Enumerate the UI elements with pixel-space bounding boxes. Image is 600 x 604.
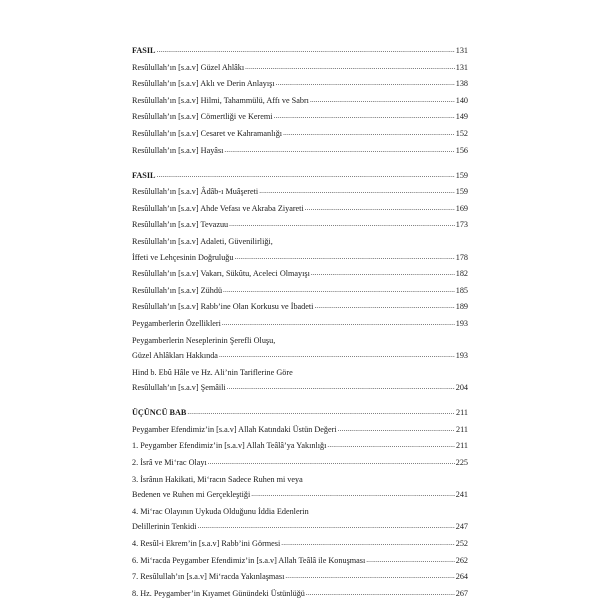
toc-entry-title: Delillerinin Tenkidi (132, 522, 197, 532)
leader-dots (245, 61, 455, 73)
toc-entry (132, 424, 468, 436)
toc-page-number: 185 (455, 285, 468, 295)
leader-dots (311, 267, 455, 279)
toc-entry (132, 318, 468, 330)
toc-entry (132, 301, 468, 313)
toc-entry (132, 62, 468, 74)
toc-heading (132, 170, 468, 182)
toc-heading-title: FASIL (132, 46, 156, 55)
toc-heading-title: FASIL (132, 170, 156, 180)
toc-page-number: 264 (455, 572, 468, 582)
leader-dots (274, 110, 455, 122)
toc-entry (132, 521, 468, 533)
leader-dots (234, 251, 454, 263)
toc-page-number: 159 (455, 170, 468, 180)
toc-page-number: 204 (455, 383, 468, 393)
leader-dots (283, 127, 455, 139)
leader-dots (229, 218, 455, 230)
toc-page-number: 131 (455, 62, 468, 72)
toc-entry (132, 538, 468, 550)
toc-page-number: 169 (455, 203, 468, 213)
toc-entry (132, 186, 468, 198)
leader-dots (219, 349, 455, 361)
leader-dots (223, 284, 455, 296)
toc-section-fasil-1 (132, 45, 468, 157)
toc-entry (132, 285, 468, 297)
toc-entry (132, 111, 468, 123)
toc-entry-title: Resûlullah’ın [s.a.v] Ahde Vefası ve Akraba Ziyareti (132, 203, 304, 213)
table-of-contents (132, 45, 468, 604)
toc-entry-title: Resûlullah’ın [s.a.v] Vakarı, Sükûtu, Aceleci Olmayışı (132, 269, 310, 279)
toc-entry-title: 1. Peygamber Efendimiz’in [s.a.v] Allah Teâlâ’ya Yakınlığı (132, 441, 327, 451)
toc-entry-title: Resûlullah’ın [s.a.v] Cömertliği ve Keremi (132, 112, 273, 122)
toc-entry (132, 440, 468, 452)
leader-dots (222, 317, 455, 329)
toc-entry-first-line: Peygamberlerin Neseplerinin Şerefli Oluşu, (132, 335, 276, 345)
toc-page-number: 211 (456, 424, 468, 434)
toc-page-number: 140 (455, 95, 468, 105)
toc-page-number: 152 (455, 128, 468, 138)
toc-page-number: 262 (455, 555, 468, 565)
toc-page-number: 267 (455, 588, 468, 598)
toc-entry-title: 2. İsrâ ve Mi‘rac Olayı (132, 458, 207, 468)
leader-dots (314, 300, 454, 312)
toc-heading (132, 407, 468, 419)
toc-entry (132, 382, 468, 394)
leader-dots (305, 202, 455, 214)
leader-dots (306, 587, 455, 599)
toc-entry-title: Resûlullah’ın [s.a.v] Hayâsı (132, 145, 224, 155)
leader-dots (366, 554, 454, 566)
leader-dots (157, 169, 455, 181)
toc-entry-title: 8. Hz. Peygamber’in Kıyamet Günündeki Üstünlüğü (132, 588, 305, 598)
toc-page-number: 149 (455, 112, 468, 122)
leader-dots (276, 77, 455, 89)
leader-dots (208, 456, 455, 468)
toc-page-number: 211 (456, 408, 468, 418)
toc-page-number: 159 (455, 187, 468, 197)
leader-dots (338, 423, 455, 435)
toc-entry (132, 457, 468, 469)
toc-page-number: 131 (455, 46, 468, 55)
leader-dots (227, 381, 455, 393)
toc-entry-title: 7. Resûlullah’ın [s.a.v] Mi‘racda Yakınlaşması (132, 572, 285, 582)
toc-entry (132, 489, 468, 501)
toc-page-number: 252 (455, 539, 468, 549)
toc-entry (132, 571, 468, 583)
leader-dots (281, 537, 454, 549)
toc-entry-first-line: 4. Mi‘rac Olayının Uykuda Olduğunu İddia Edenlerin (132, 506, 309, 516)
toc-entry (132, 555, 468, 567)
toc-page-number: 247 (455, 522, 468, 532)
toc-page-number: 178 (455, 252, 468, 262)
leader-dots (198, 520, 455, 532)
toc-entry-title: İffeti ve Lehçesinin Doğruluğu (132, 252, 234, 262)
toc-entry (132, 588, 468, 600)
toc-entry (132, 128, 468, 140)
toc-page-number: 173 (455, 220, 468, 230)
toc-entry-title: 4. Resûl-i Ekrem’in [s.a.v] Rabb’ini Görmesi (132, 539, 281, 549)
toc-page-number: 241 (455, 490, 468, 500)
toc-page-number: 193 (455, 318, 468, 328)
toc-page-number: 156 (455, 145, 468, 155)
toc-entry (132, 145, 468, 157)
toc-entry-title: Peygamberlerin Özellikleri (132, 318, 221, 328)
toc-entry (132, 252, 468, 264)
toc-entry-title: Resûlullah’ın [s.a.v] Hilmi, Tahammülü, Affı ve Sabrı (132, 95, 309, 105)
toc-heading (132, 45, 468, 57)
toc-entry (132, 268, 468, 280)
toc-heading-title: ÜÇÜNCÜ BAB (132, 408, 187, 418)
toc-entry (132, 78, 468, 90)
toc-entry (132, 203, 468, 215)
toc-page-number: 182 (455, 269, 468, 279)
toc-entry-title: Resûlullah’ın [s.a.v] Cesaret ve Kahramanlığı (132, 128, 283, 138)
toc-entry (132, 219, 468, 231)
toc-page-number: 189 (455, 302, 468, 312)
leader-dots (310, 94, 455, 106)
toc-entry-title: Bedenen ve Ruhen mi Gerçekleştiği (132, 490, 251, 500)
leader-dots (285, 570, 454, 582)
toc-entry-first-line: Resûlullah’ın [s.a.v] Adaleti, Güvenilirliği, (132, 236, 273, 246)
toc-page-number: 225 (455, 458, 468, 468)
toc-section-ucuncu-bab (132, 407, 468, 600)
leader-dots (187, 406, 455, 418)
leader-dots (251, 488, 454, 500)
leader-dots (224, 144, 454, 156)
toc-page-number: 193 (455, 351, 468, 361)
toc-entry-title: Resûlullah’ın [s.a.v] Tevazuu (132, 220, 229, 230)
toc-entry (132, 350, 468, 362)
toc-page-number: 138 (455, 79, 468, 89)
toc-entry-title: Resûlullah’ın [s.a.v] Rabb’ine Olan Korkusu ve İbadeti (132, 302, 314, 312)
toc-section-fasil-2 (132, 170, 468, 395)
toc-entry-title: 6. Mi‘racda Peygamber Efendimiz’in [s.a.v] Allah Teâlâ ile Konuşması (132, 555, 366, 565)
leader-dots (259, 185, 455, 197)
toc-entry-title: Resûlullah’ın [s.a.v] Güzel Ahlâkı (132, 62, 245, 72)
toc-entry-title: Resûlullah’ın [s.a.v] Şemâili (132, 383, 226, 393)
leader-dots (327, 439, 455, 451)
toc-entry-title: Resûlullah’ın [s.a.v] Aklı ve Derin Anlayışı (132, 79, 275, 89)
toc-entry (132, 95, 468, 107)
toc-entry-first-line: Hind b. Ebû Hâle ve Hz. Ali’nin Tariflerine Göre (132, 367, 293, 377)
toc-entry-title: Resûlullah’ın [s.a.v] Zühdü (132, 285, 223, 295)
toc-entry-first-line: 3. İsrânın Hakikati, Mi‘racın Sadece Ruhen mi veya (132, 474, 303, 484)
leader-dots (157, 44, 455, 56)
toc-entry-title: Güzel Ahlâkları Hakkında (132, 351, 218, 361)
toc-entry-title: Peygamber Efendimiz’in [s.a.v] Allah Katındaki Üstün Değeri (132, 424, 337, 434)
toc-entry-title: Resûlullah’ın [s.a.v] Âdâb-ı Muâşereti (132, 187, 259, 197)
toc-page-number: 211 (456, 441, 468, 451)
